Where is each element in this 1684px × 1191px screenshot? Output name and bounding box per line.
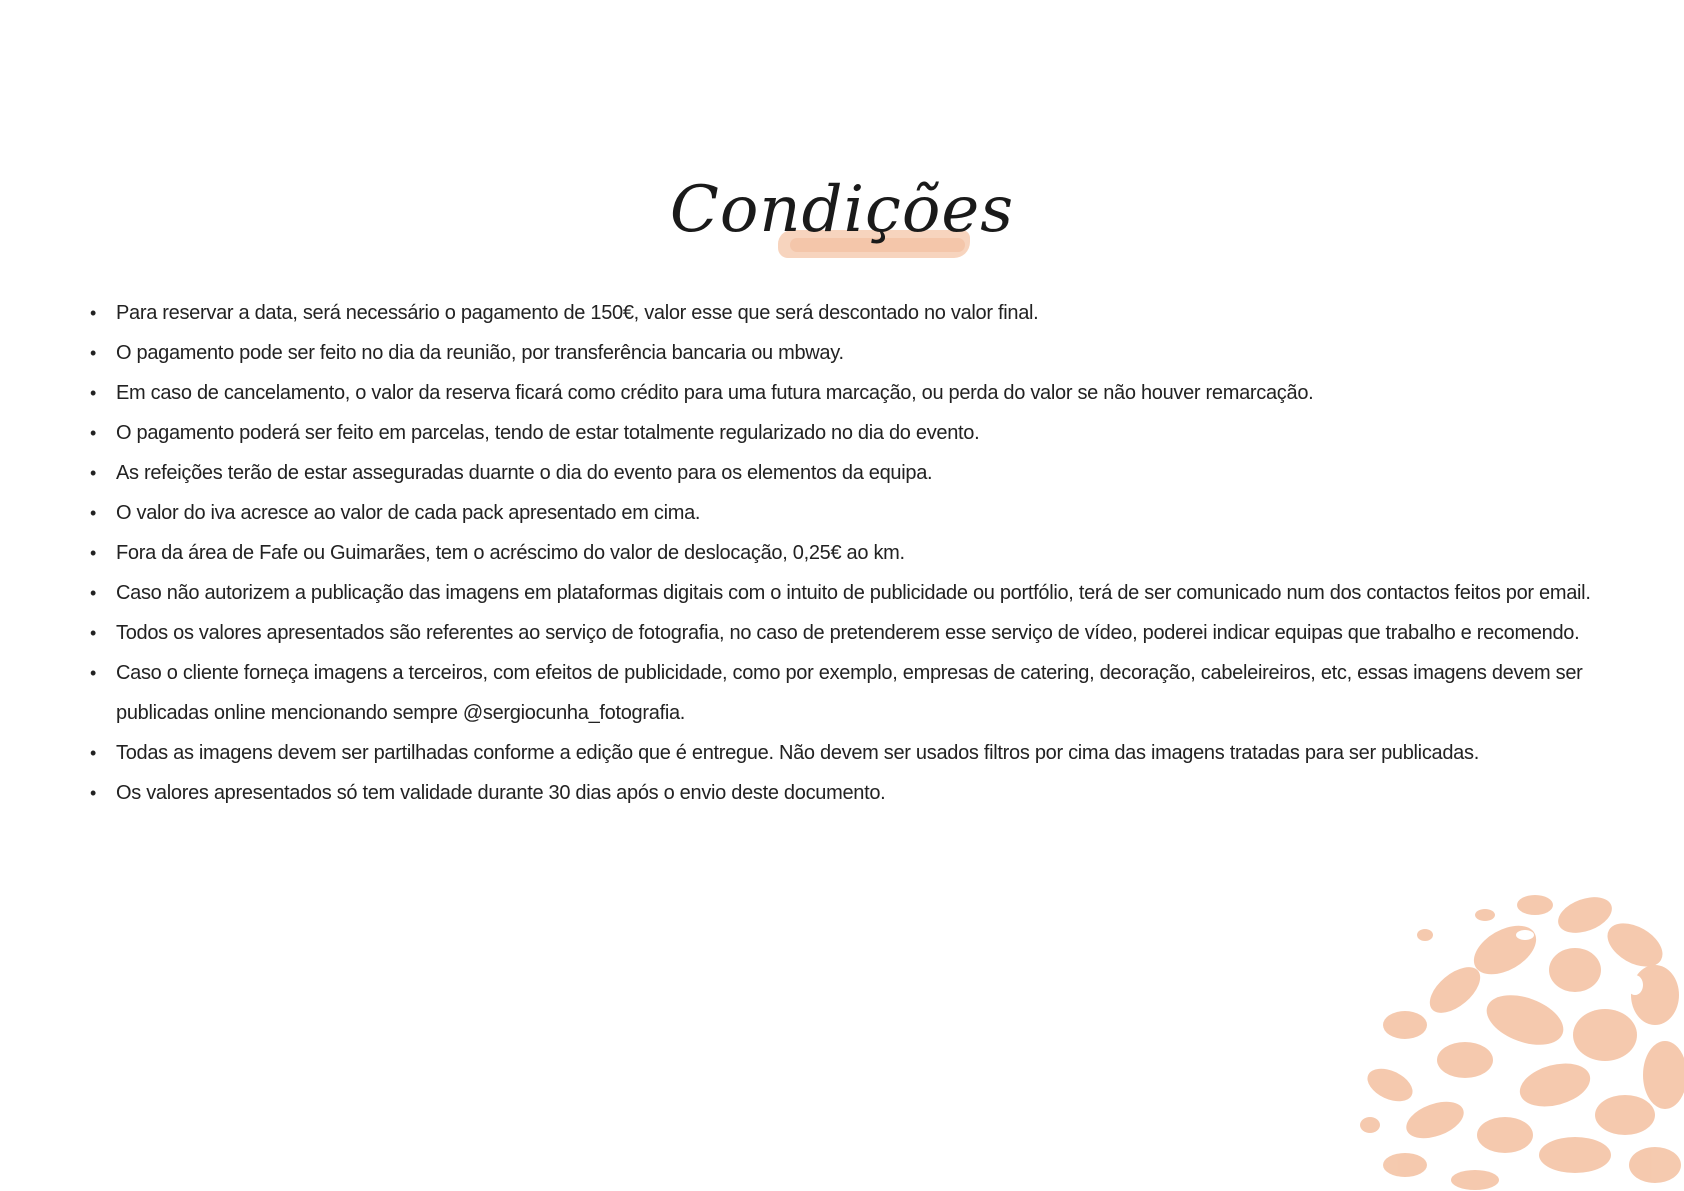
bullet-icon: • xyxy=(90,383,97,403)
bullet-icon: • xyxy=(90,663,97,683)
list-item xyxy=(86,653,1636,733)
condition-text: O valor do iva acresce ao valor de cada pack apresentado em cima. xyxy=(116,502,701,524)
title-block xyxy=(0,170,1684,270)
bullet-icon: • xyxy=(90,343,97,363)
condition-text: Fora da área de Fafe ou Guimarães, tem o acréscimo do valor de deslocação, 0,25€ ao km. xyxy=(116,542,905,564)
condition-text: Todas as imagens devem ser partilhadas conforme a edição que é entregue. Não devem ser usados filtros por cima das imagens tratadas para ser publicadas. xyxy=(116,742,1479,764)
condition-text: Todos os valores apresentados são referentes ao serviço de fotografia, no caso de pretenderem esse serviço de vídeo, poderei indicar equipas que trabalho e recomendo. xyxy=(116,622,1580,644)
condition-text: Os valores apresentados só tem validade durante 30 dias após o envio deste documento. xyxy=(116,782,886,804)
conditions-list xyxy=(86,293,1636,813)
list-item xyxy=(86,613,1636,653)
page-title: Condições xyxy=(669,173,1015,247)
bullet-icon: • xyxy=(90,463,97,483)
list-item xyxy=(86,453,1636,493)
bullet-icon: • xyxy=(90,303,97,323)
bullet-icon: • xyxy=(90,583,97,603)
condition-text: O pagamento pode ser feito no dia da reunião, por transferência bancaria ou mbway. xyxy=(116,342,844,364)
list-item xyxy=(86,373,1636,413)
list-item xyxy=(86,733,1636,773)
bullet-icon: • xyxy=(90,783,97,803)
list-item xyxy=(86,773,1636,813)
list-item xyxy=(86,413,1636,453)
condition-text: As refeições terão de estar asseguradas duarnte o dia do evento para os elementos da equipa. xyxy=(116,462,933,484)
bullet-icon: • xyxy=(90,543,97,563)
condition-text: Caso não autorizem a publicação das imagens em plataformas digitais com o intuito de publicidade ou portfólio, terá de ser comunicado num dos contactos feitos por email. xyxy=(116,582,1591,604)
list-item xyxy=(86,493,1636,533)
list-item xyxy=(86,573,1636,613)
condition-text: Para reservar a data, será necessário o pagamento de 150€, valor esse que será descontado no valor final. xyxy=(116,302,1039,324)
condition-text: Caso o cliente forneça imagens a terceiros, com efeitos de publicidade, como por exemplo, empresas de catering, decoração, cabeleireiros, etc, essas imagens devem ser publicadas online mencionando sempre @sergiocunha_fotografia. xyxy=(116,662,1583,724)
bullet-icon: • xyxy=(90,623,97,643)
list-item xyxy=(86,533,1636,573)
bullet-icon: • xyxy=(90,423,97,443)
bullet-icon: • xyxy=(90,743,97,763)
list-item xyxy=(86,293,1636,333)
condition-text: Em caso de cancelamento, o valor da reserva ficará como crédito para uma futura marcação, ou perda do valor se não houver remarcação. xyxy=(116,382,1314,404)
bullet-icon: • xyxy=(90,503,97,523)
decorative-paint-blob xyxy=(1345,875,1684,1191)
condition-text: O pagamento poderá ser feito em parcelas, tendo de estar totalmente regularizado no dia do evento. xyxy=(116,422,980,444)
list-item xyxy=(86,333,1636,373)
